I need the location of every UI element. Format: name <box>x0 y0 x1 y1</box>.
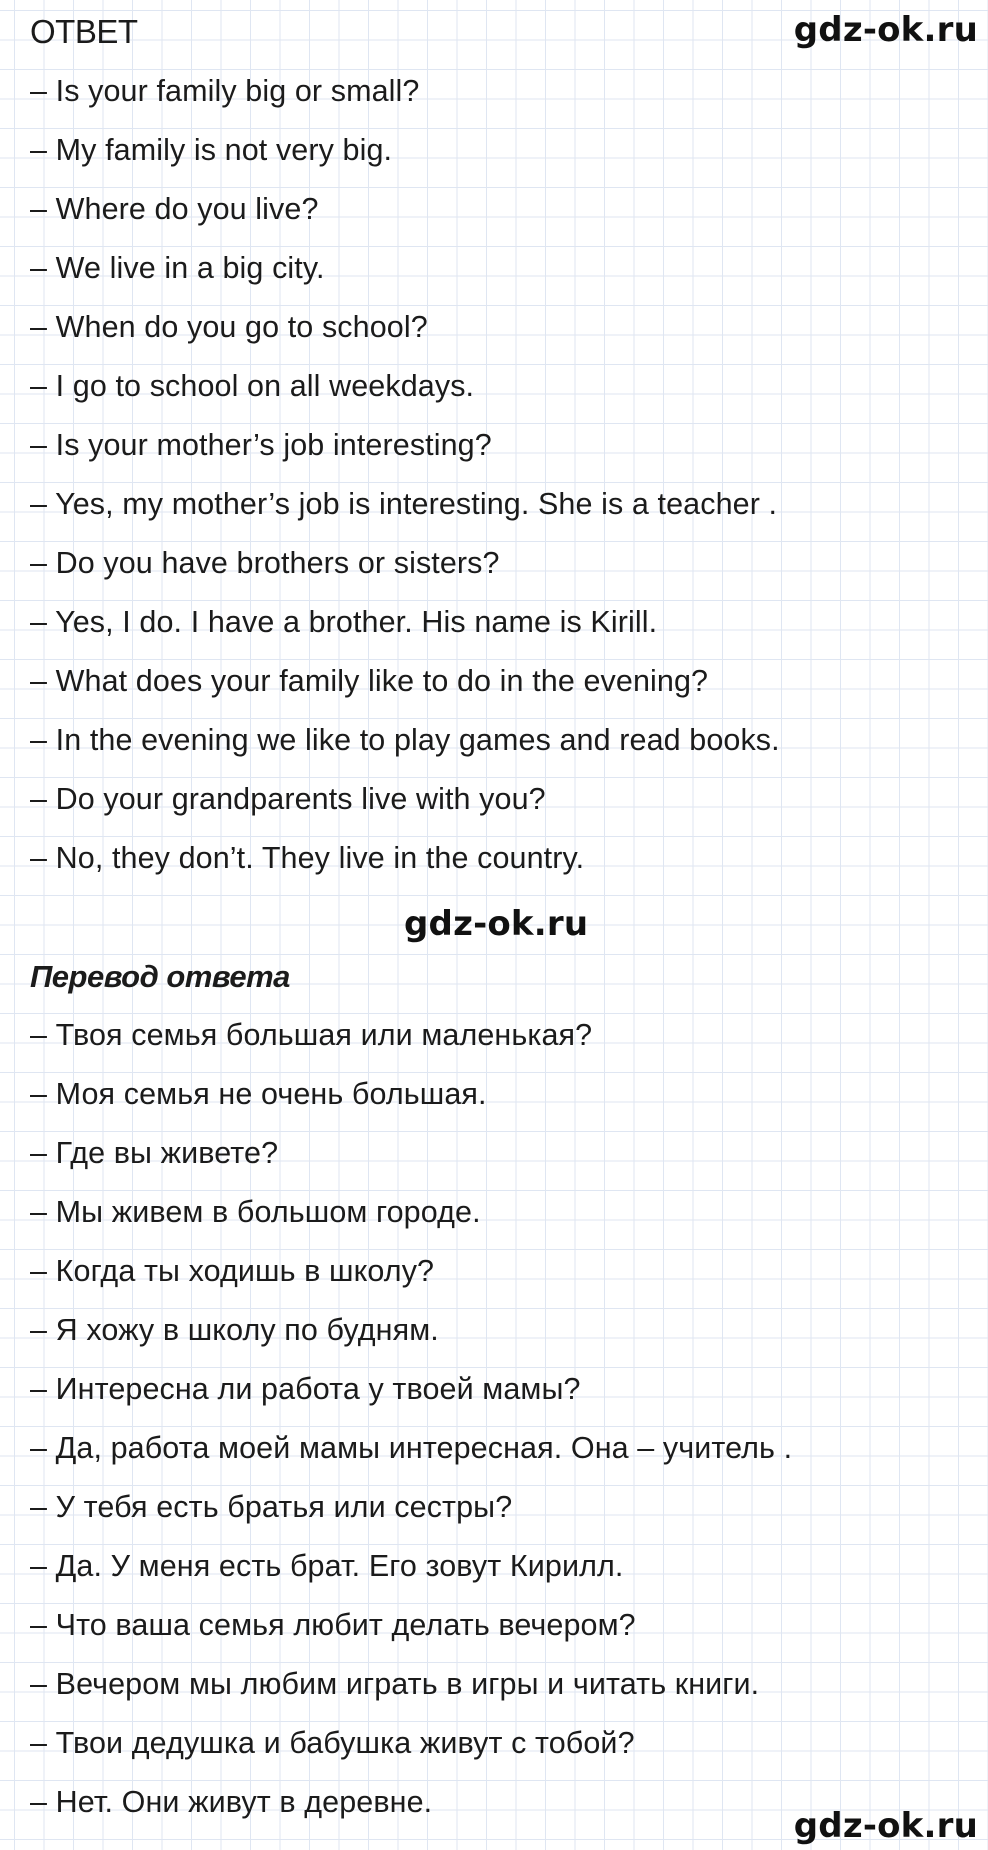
answer-line: – What does your family like to do in the evening? <box>30 664 709 698</box>
answer-line: – Yes, I do. I have a brother. His name is Kirill. <box>30 605 658 639</box>
answer-line: – Is your family big or small? <box>30 74 420 108</box>
answer-line: – No, they don’t. They live in the country. <box>30 841 585 875</box>
answer-line: – When do you go to school? <box>30 310 428 344</box>
translation-heading: Перевод ответа <box>30 959 290 994</box>
answer-heading: ОТВЕТ <box>30 13 138 50</box>
answer-line: – Do your grandparents live with you? <box>30 782 546 816</box>
translation-line: – Да. У меня есть брат. Его зовут Кирилл. <box>30 1549 624 1583</box>
translation-line: – Вечером мы любим играть в игры и читать книги. <box>30 1667 760 1701</box>
answer-line: – I go to school on all weekdays. <box>30 369 475 403</box>
answer-line: – Yes, my mother’s job is interesting. She is a teacher . <box>30 487 778 521</box>
answer-line: – My family is not very big. <box>30 133 393 167</box>
translation-line: – Мы живем в большом городе. <box>30 1195 481 1229</box>
translation-line: – Интересна ли работа у твоей мамы? <box>30 1372 581 1406</box>
answer-line: – In the evening we like to play games and read books. <box>30 723 780 757</box>
translation-line: – Твои дедушка и бабушка живут с тобой? <box>30 1726 635 1760</box>
answer-line: – Do you have brothers or sisters? <box>30 546 500 580</box>
watermark-top: gdz-ok.ru <box>793 10 978 50</box>
translation-line: – Когда ты ходишь в школу? <box>30 1254 435 1288</box>
translation-line: – Нет. Они живут в деревне. <box>30 1785 433 1819</box>
answer-line: – Is your mother’s job interesting? <box>30 428 492 462</box>
translation-line: – Я хожу в школу по будням. <box>30 1313 439 1347</box>
translation-line: – Да, работа моей мамы интересная. Она – учитель . <box>30 1431 793 1465</box>
translation-line: – Что ваша семья любит делать вечером? <box>30 1608 636 1642</box>
translation-line: – Моя семья не очень большая. <box>30 1077 487 1111</box>
watermark-middle: gdz-ok.ru <box>404 904 589 944</box>
translation-line: – Твоя семья большая или маленькая? <box>30 1018 593 1052</box>
answer-line: – Where do you live? <box>30 192 319 226</box>
translation-line: – Где вы живете? <box>30 1136 279 1170</box>
translation-line: – У тебя есть братья или сестры? <box>30 1490 513 1524</box>
answer-line: – We live in a big city. <box>30 251 325 285</box>
watermark-bottom: gdz-ok.ru <box>793 1806 978 1846</box>
